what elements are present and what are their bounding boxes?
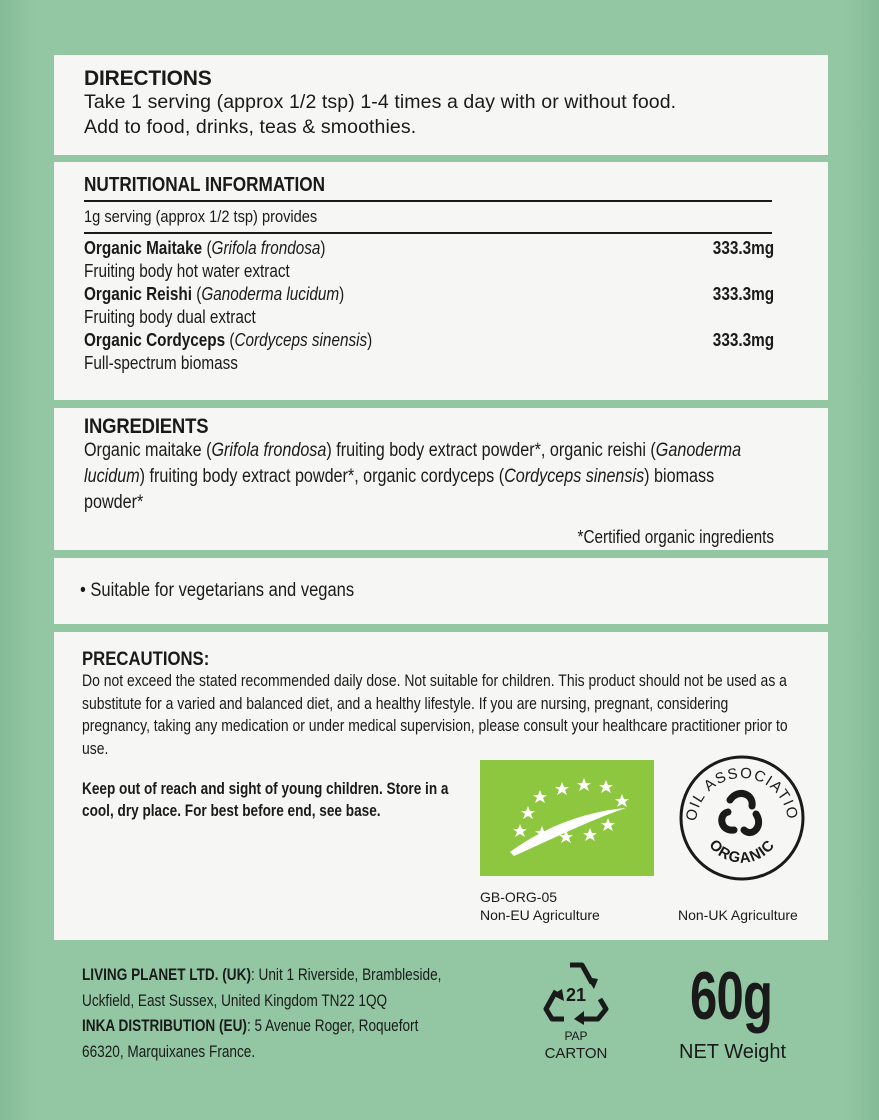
ingredients-part: ) fruiting body extract powder*, organic reishi ( — [326, 440, 656, 461]
nutrient-amount: 333.3mg — [712, 330, 774, 350]
soil-ring-text: OIL ASSOCIATIO — [682, 764, 802, 823]
nutrient-amount: 333.3mg — [712, 284, 774, 304]
ingredients-part: ) fruiting body extract powder*, organic cordyceps ( — [139, 466, 505, 487]
manufacturer-info — [82, 962, 466, 1064]
ingredients-heading: INGREDIENTS — [84, 415, 209, 438]
nutrient-name: Organic Cordyceps — [84, 330, 226, 350]
ingredients-panel — [54, 408, 828, 550]
svg-text:ORGANIC — [706, 836, 779, 867]
soil-triskele-icon — [722, 793, 759, 832]
nutrition-item-reishi: Organic Reishi (Ganoderma lucidum) 333.3mg Fruiting body dual extract — [84, 284, 774, 327]
nutrient-name: Organic Reishi — [84, 284, 192, 304]
precautions-text: Do not exceed the stated recommended daily dose. Not suitable for children. This product should not be used as a substitute for a varied and balanced diet, and a healthy lifestyle. If you are nursing, pregnant, considering pregnancy, taking any medication or under medical supervision, please consult your healthcare practitioner prior to use. — [82, 671, 788, 758]
uk-address-line-2: Uckfield, East Sussex, United Kingdom TN22 1QQ — [82, 990, 388, 1010]
soil-association-icon — [678, 754, 806, 882]
ingredients-part: ) biomass powder* — [84, 466, 715, 513]
nutrition-item-maitake: Organic Maitake (Grifola frondosa) 333.3mg Fruiting body hot water extract — [84, 238, 774, 281]
ingredients-text — [84, 438, 776, 516]
nutrient-name: Organic Maitake — [84, 238, 203, 258]
nutrient-detail: Full-spectrum biomass — [84, 353, 238, 373]
soil-association-logo — [678, 754, 806, 882]
soil-center-text: ORGANIC — [705, 836, 779, 867]
ingredients-part: Organic maitake ( — [84, 440, 212, 461]
uk-address-a: : Unit 1 Riverside, Brambleside, — [250, 965, 442, 984]
recycle-icon — [540, 955, 612, 1027]
nutrient-latin: Cordyceps sinensis — [234, 330, 368, 350]
suitability-text: Suitable for vegetarians and vegans — [90, 580, 355, 601]
directions-heading: DIRECTIONS — [84, 67, 212, 90]
suitability-item — [80, 578, 705, 604]
eu-address-line-1 — [82, 1013, 466, 1039]
directions-line-1: Take 1 serving (approx 1/2 tsp) 1-4 times a day with or without food. — [84, 91, 677, 113]
suitability-panel — [54, 558, 828, 624]
eu-address-line-2: 66320, Marquixanes France. — [82, 1041, 256, 1061]
directions-line-2: Add to food, drinks, teas & smoothies. — [84, 116, 417, 138]
recycle-label: CARTON — [544, 1045, 608, 1062]
recycle-symbol — [540, 955, 612, 1027]
eu-organic-logo — [480, 760, 654, 876]
nutrient-latin: Ganoderma lucidum — [201, 284, 340, 304]
bullet-icon: • — [80, 580, 91, 601]
nutrition-item-cordyceps: Organic Cordyceps (Cordyceps sinensis) 333.3mg Full-spectrum biomass — [84, 330, 774, 373]
ingredients-part-latin: Grifola frondosa — [211, 440, 327, 461]
uk-address-line-1 — [82, 962, 466, 988]
organic-note: *Certified organic ingredients — [577, 527, 774, 547]
ingredients-part-latin: Cordyceps sinensis — [504, 466, 645, 487]
nutrient-detail: Fruiting body hot water extract — [84, 261, 290, 281]
eu-address-a: : 5 Avenue Roger, Roquefort — [246, 1016, 419, 1035]
nutrition-panel — [54, 162, 828, 400]
eu-certification-code: GB-ORG-05 — [480, 889, 558, 905]
eu-agriculture-label: Non-EU Agriculture — [480, 907, 600, 923]
soil-agriculture-label: Non-UK Agriculture — [678, 907, 798, 923]
serving-size: 1g serving (approx 1/2 tsp) provides — [84, 202, 772, 234]
nutrition-heading: NUTRITIONAL INFORMATION — [84, 172, 772, 202]
net-weight-label: NET Weight — [679, 1041, 787, 1063]
svg-text:SOIL ASSOCIATION — [678, 754, 801, 822]
precautions-panel — [54, 632, 828, 940]
recycle-number: 21 — [565, 985, 587, 1005]
nutrient-amount: 333.3mg — [712, 238, 774, 258]
net-weight-value: 60g — [690, 958, 773, 1034]
storage-text: Keep out of reach and sight of young children. Store in a cool, dry place. For best before end, see base. — [82, 779, 449, 820]
nutrient-latin: Grifola frondosa — [211, 238, 321, 258]
eu-leaf-stars-icon — [480, 760, 654, 876]
ingredients-part-latin: Ganoderma lucidum — [84, 440, 742, 487]
uk-company-name: LIVING PLANET LTD. (UK) — [82, 965, 251, 984]
directions-panel — [54, 55, 828, 155]
nutrient-detail: Fruiting body dual extract — [84, 307, 256, 327]
recycle-code: PAP — [564, 1029, 588, 1043]
eu-company-name: INKA DISTRIBUTION (EU) — [82, 1016, 247, 1035]
precautions-heading: PRECAUTIONS: — [82, 649, 210, 670]
